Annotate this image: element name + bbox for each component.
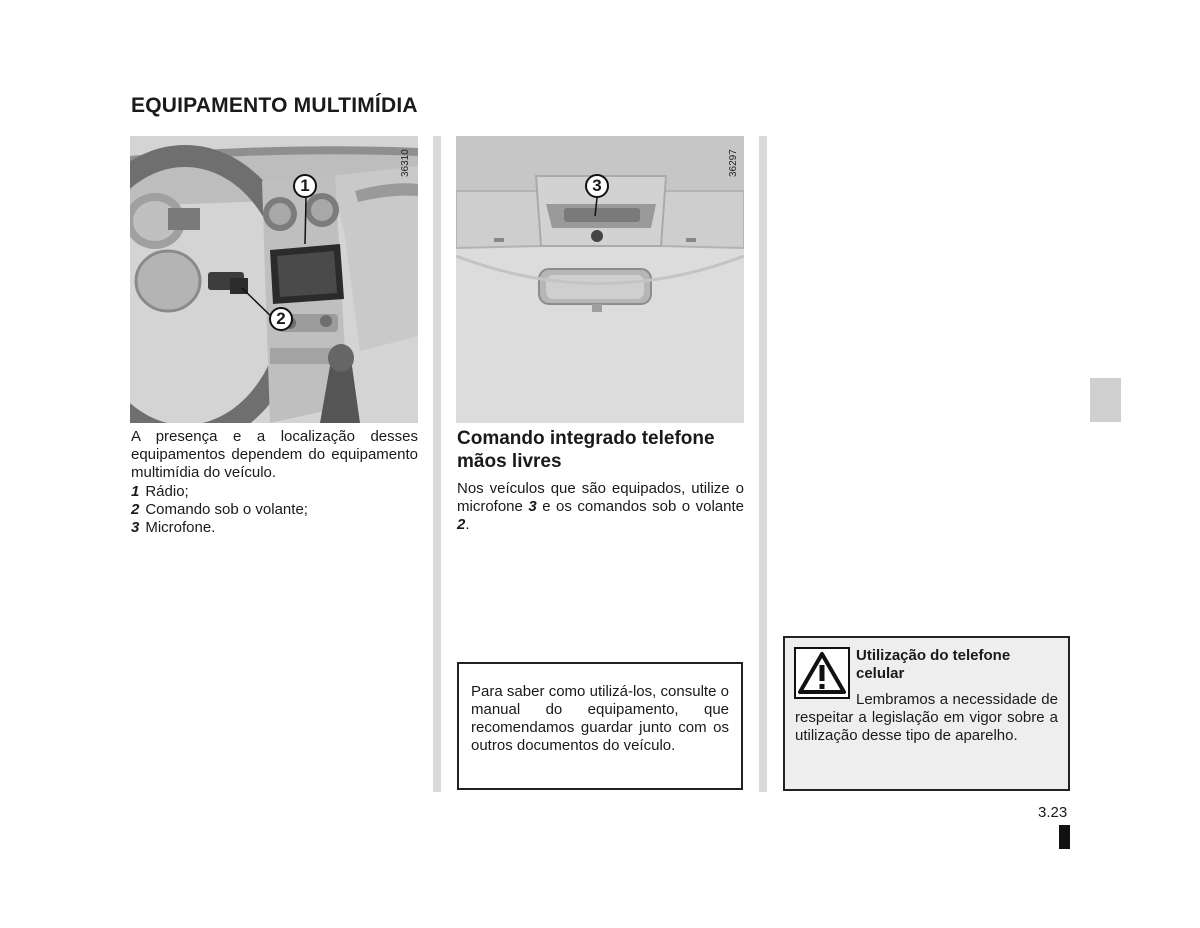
legend-number: 1: [131, 483, 140, 500]
dashboard-illustration: [130, 136, 418, 423]
column-separator-left: [433, 136, 441, 792]
figure-id-36310: 36310: [400, 149, 411, 177]
section-text-after: .: [465, 516, 470, 533]
legend-list: [131, 483, 418, 537]
section-ref-3: 3: [528, 498, 537, 515]
warning-title: Utilização do telefone celular: [856, 647, 1011, 682]
note-text: Para saber como utilizá-los, consulte o manual do equipamento, que recomendamos guardar junto com os outros documentos do veículo.: [471, 683, 729, 754]
legend-item: [131, 483, 418, 501]
legend-item: [131, 501, 418, 519]
column-separator-right: [759, 136, 767, 792]
warning-box: [783, 636, 1070, 791]
callout-3: 3: [585, 174, 609, 198]
section-title: Comando integrado telefone mãos livres: [457, 428, 715, 472]
figure-id-36297: 36297: [728, 149, 739, 177]
end-of-section-marker: [1059, 825, 1070, 849]
legend-label: Rádio;: [145, 483, 189, 500]
legend-item: [131, 519, 418, 537]
legend-label: Microfone.: [145, 519, 216, 536]
section-text-middle: e os comandos sob o volante: [536, 498, 745, 515]
section-text-before: Nos veículos que são equipados, utilize o microfone: [457, 480, 744, 515]
warning-text: Lembramos a necessidade de respeitar a legislação em vigor sobre a utilização desse tipo de aparelho.: [795, 691, 1058, 744]
section-paragraph: [457, 480, 744, 534]
section-ref-2: 2: [457, 516, 466, 533]
page-number: 3.23: [1038, 804, 1068, 821]
legend-label: Comando sob o volante;: [145, 501, 308, 518]
figure-dashboard: [130, 136, 418, 423]
page-title: EQUIPAMENTO MULTIMÍDIA: [131, 94, 418, 117]
section-tab-marker: [1090, 378, 1121, 422]
figure-overhead: [456, 136, 744, 423]
legend-number: 3: [131, 519, 140, 536]
callout-1: 1: [293, 174, 317, 198]
note-box: [457, 662, 743, 790]
intro-paragraph: A presença e a localização desses equipamentos dependem do equipamento multimídia do veículo.: [131, 428, 418, 481]
callout-2: 2: [269, 307, 293, 331]
legend-number: 2: [131, 501, 140, 518]
